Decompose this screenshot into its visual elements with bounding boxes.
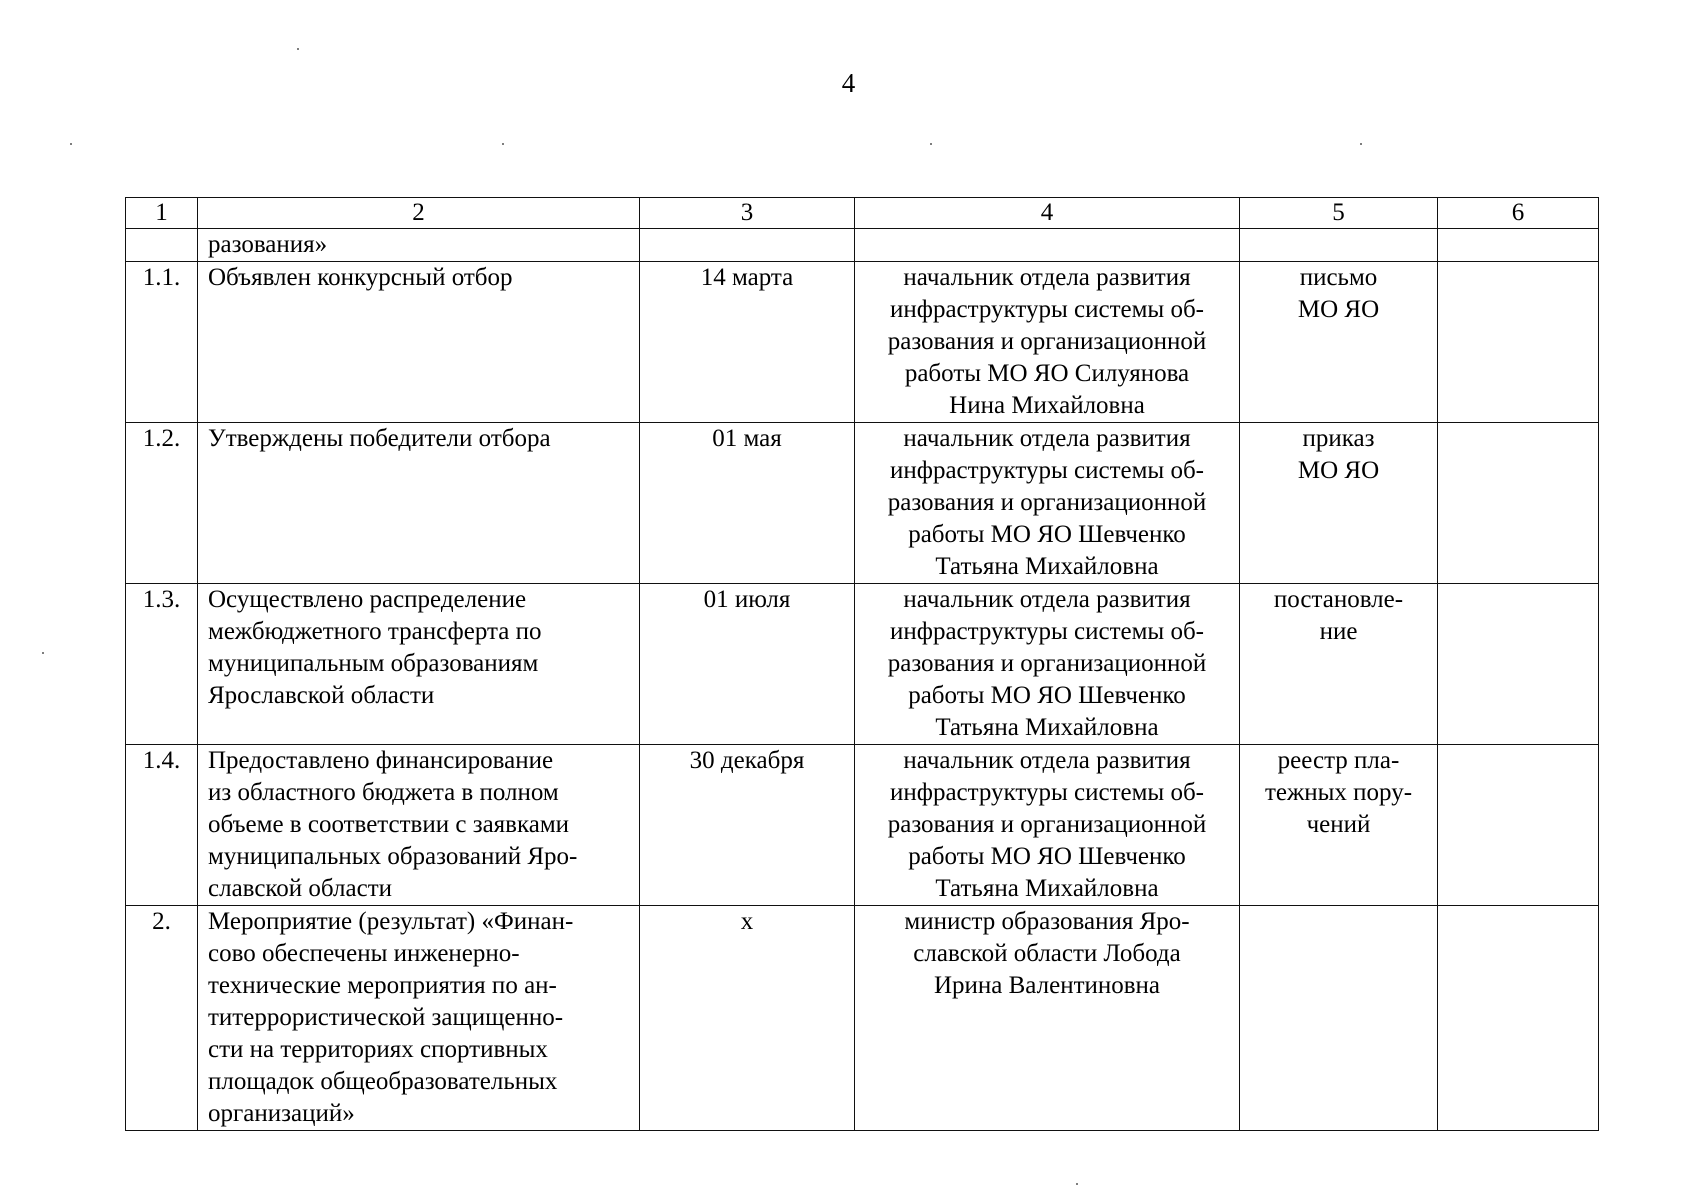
- row-note: [1438, 584, 1599, 745]
- scan-speck: [297, 48, 299, 50]
- row-document: приказ МО ЯО: [1240, 423, 1438, 584]
- scan-speck: [502, 143, 504, 145]
- row-note: [1438, 906, 1599, 1131]
- row-responsible: министр образования Яро- славской области Лобода Ирина Валентиновна: [855, 906, 1240, 1131]
- row-document: реестр пла- тежных пору- чений: [1240, 745, 1438, 906]
- scan-speck: [1076, 1183, 1078, 1185]
- row-responsible: начальник отдела развития инфраструктуры системы об- разования и организационной работы МО ЯО Силуянова Нина Михайловна: [855, 262, 1240, 423]
- row-note: [1438, 262, 1599, 423]
- row-responsible: начальник отдела развития инфраструктуры системы об- разования и организационной работы МО ЯО Шевченко Татьяна Михайловна: [855, 745, 1240, 906]
- row-number: [126, 229, 198, 262]
- row-responsible: начальник отдела развития инфраструктуры системы об- разования и организационной работы МО ЯО Шевченко Татьяна Михайловна: [855, 423, 1240, 584]
- row-responsible: [855, 229, 1240, 262]
- row-document: постановле- ние: [1240, 584, 1438, 745]
- table-row: [126, 262, 1599, 423]
- page-number: 4: [841, 68, 856, 98]
- column-header: 4: [855, 198, 1240, 229]
- row-date: 30 декабря: [640, 745, 855, 906]
- row-date: 01 июля: [640, 584, 855, 745]
- row-description: Предоставлено финансирование из областного бюджета в полном объеме в соответствии с заявками муниципальных образований Яро- славской области: [198, 745, 640, 906]
- row-document: [1240, 229, 1438, 262]
- scan-speck: [930, 143, 932, 145]
- table-row: [126, 584, 1599, 745]
- column-header: 1: [126, 198, 198, 229]
- row-note: [1438, 745, 1599, 906]
- row-number: 1.2.: [126, 423, 198, 584]
- scan-speck: [1360, 143, 1362, 145]
- row-description: разования»: [198, 229, 640, 262]
- row-number: 1.4.: [126, 745, 198, 906]
- column-header: 2: [198, 198, 640, 229]
- row-note: [1438, 229, 1599, 262]
- row-responsible: начальник отдела развития инфраструктуры системы об- разования и организационной работы МО ЯО Шевченко Татьяна Михайловна: [855, 584, 1240, 745]
- column-header: 6: [1438, 198, 1599, 229]
- table-row: [126, 745, 1599, 906]
- row-description: Утверждены победители отбора: [198, 423, 640, 584]
- table-row-continuation: [126, 229, 1599, 262]
- row-document: [1240, 906, 1438, 1131]
- column-header: 5: [1240, 198, 1438, 229]
- scan-speck: [70, 143, 72, 145]
- activities-table: [125, 197, 1599, 1131]
- row-number: 2.: [126, 906, 198, 1131]
- row-date: 14 марта: [640, 262, 855, 423]
- row-document: письмо МО ЯО: [1240, 262, 1438, 423]
- row-description: Объявлен конкурсный отбор: [198, 262, 640, 423]
- row-description: Мероприятие (результат) «Финан- сово обеспечены инженерно- технические мероприятия по ан- титеррористической защищенно- сти на территориях спортивных площадок общеобразовательных организаций»: [198, 906, 640, 1131]
- row-number: 1.3.: [126, 584, 198, 745]
- scan-speck: [42, 652, 44, 654]
- table-row: [126, 423, 1599, 584]
- column-header: 3: [640, 198, 855, 229]
- table-row: [126, 906, 1599, 1131]
- table-header-row: [126, 198, 1599, 229]
- row-date: х: [640, 906, 855, 1131]
- row-date: [640, 229, 855, 262]
- row-note: [1438, 423, 1599, 584]
- row-date: 01 мая: [640, 423, 855, 584]
- row-number: 1.1.: [126, 262, 198, 423]
- row-description: Осуществлено распределение межбюджетного трансферта по муниципальным образованиям Ярославской области: [198, 584, 640, 745]
